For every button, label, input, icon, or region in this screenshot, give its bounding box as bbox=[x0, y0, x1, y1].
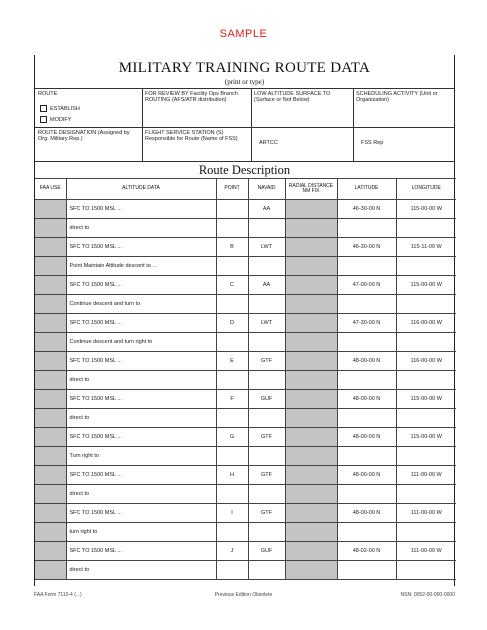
navaid-cell[interactable] bbox=[248, 561, 285, 580]
latitude-cell[interactable] bbox=[337, 409, 396, 428]
radial-cell bbox=[285, 200, 337, 219]
navaid-cell[interactable] bbox=[248, 485, 285, 504]
point-cell[interactable] bbox=[216, 219, 248, 238]
point-cell[interactable]: B bbox=[216, 238, 248, 257]
longitude-cell[interactable] bbox=[396, 371, 456, 390]
faa-use-cell bbox=[35, 314, 66, 333]
altitude-cell[interactable]: SFC TO 1500 MSL ... bbox=[66, 466, 216, 485]
point-cell[interactable] bbox=[216, 523, 248, 542]
faa-use-cell bbox=[35, 257, 66, 276]
navaid-cell[interactable]: GTF bbox=[248, 466, 285, 485]
col-latitude: LATITUDE bbox=[337, 179, 396, 200]
table-row bbox=[35, 561, 456, 580]
latitude-cell[interactable]: 48-00-00 N bbox=[337, 466, 396, 485]
divider bbox=[35, 127, 454, 128]
longitude-cell[interactable] bbox=[396, 219, 456, 238]
latitude-cell[interactable] bbox=[337, 257, 396, 276]
latitude-cell[interactable]: 48-00-00 N bbox=[337, 504, 396, 523]
altitude-cell[interactable]: SFC TO 1500 MSL ... bbox=[66, 428, 216, 447]
altitude-cell[interactable]: Continue descent and turn to bbox=[66, 295, 216, 314]
faa-use-cell bbox=[35, 561, 66, 580]
longitude-cell[interactable]: 111-00-00 W bbox=[396, 466, 456, 485]
navaid-cell[interactable]: LWT bbox=[248, 238, 285, 257]
radial-cell bbox=[285, 542, 337, 561]
altitude-cell[interactable]: direct to bbox=[66, 561, 216, 580]
fss-rep-field[interactable]: FSS Rep bbox=[361, 140, 384, 146]
latitude-cell[interactable]: 48-00-00 N bbox=[337, 352, 396, 371]
longitude-cell[interactable] bbox=[396, 485, 456, 504]
longitude-cell[interactable] bbox=[396, 409, 456, 428]
point-cell[interactable] bbox=[216, 257, 248, 276]
point-cell[interactable] bbox=[216, 200, 248, 219]
point-cell[interactable] bbox=[216, 333, 248, 352]
navaid-cell[interactable]: GTF bbox=[248, 352, 285, 371]
faa-use-cell bbox=[35, 485, 66, 504]
route-table bbox=[35, 178, 456, 580]
faa-use-cell bbox=[35, 295, 66, 314]
navaid-cell[interactable]: GUF bbox=[248, 390, 285, 409]
navaid-cell[interactable]: GUF bbox=[248, 542, 285, 561]
faa-use-cell bbox=[35, 238, 66, 257]
navaid-cell[interactable] bbox=[248, 523, 285, 542]
route-label: ROUTE bbox=[38, 91, 58, 97]
table-row bbox=[35, 238, 456, 257]
longitude-cell[interactable]: 115-00-00 W bbox=[396, 200, 456, 219]
point-cell[interactable]: G bbox=[216, 428, 248, 447]
form-subtitle: (print or type) bbox=[224, 78, 265, 86]
radial-cell bbox=[285, 333, 337, 352]
altitude-cell[interactable]: direct to bbox=[66, 485, 216, 504]
altitude-cell[interactable]: SFC TO 1500 MSL ... bbox=[66, 238, 216, 257]
col-point: POINT bbox=[216, 179, 248, 200]
altitude-cell[interactable]: SFC TO 1500 MSL ... bbox=[66, 200, 216, 219]
navaid-cell[interactable]: AA bbox=[248, 200, 285, 219]
sample-watermark: SAMPLE bbox=[219, 28, 268, 40]
table-row bbox=[35, 257, 456, 276]
longitude-cell[interactable]: 115-00-00 W bbox=[396, 428, 456, 447]
table-row bbox=[35, 276, 456, 295]
fss-field[interactable]: FLIGHT SERVICE STATION (S) Responsible for Route (Name of FSS) bbox=[145, 130, 238, 142]
radial-cell bbox=[285, 257, 337, 276]
latitude-cell[interactable] bbox=[337, 485, 396, 504]
latitude-cell[interactable] bbox=[337, 295, 396, 314]
point-cell[interactable]: J bbox=[216, 542, 248, 561]
altitude-cell[interactable]: turn right to bbox=[66, 523, 216, 542]
altitude-cell[interactable]: SFC TO 1500 MSL ... bbox=[66, 390, 216, 409]
col-radial: RADIAL DISTANCE NM FIX bbox=[285, 179, 337, 200]
artcc-field[interactable]: ARTCC bbox=[259, 140, 278, 146]
latitude-cell[interactable]: 46-30-00 N bbox=[337, 238, 396, 257]
radial-cell bbox=[285, 485, 337, 504]
table-row bbox=[35, 409, 456, 428]
route-description-title: Route Description bbox=[198, 163, 291, 177]
establish-label: ESTABLISH bbox=[50, 106, 80, 112]
table-row bbox=[35, 447, 456, 466]
mtr-form bbox=[34, 55, 455, 586]
altitude-cell[interactable]: SFC TO 1500 MSL ... bbox=[66, 504, 216, 523]
point-cell[interactable]: C bbox=[216, 276, 248, 295]
faa-use-cell bbox=[35, 542, 66, 561]
altitude-cell[interactable]: SFC TO 1500 MSL ... bbox=[66, 314, 216, 333]
radial-cell bbox=[285, 314, 337, 333]
navaid-cell[interactable] bbox=[248, 447, 285, 466]
navaid-cell[interactable]: LWT bbox=[248, 314, 285, 333]
point-cell[interactable]: H bbox=[216, 466, 248, 485]
table-row bbox=[35, 352, 456, 371]
table-row bbox=[35, 314, 456, 333]
radial-cell bbox=[285, 295, 337, 314]
point-cell[interactable] bbox=[216, 409, 248, 428]
latitude-cell[interactable]: 48-00-00 N bbox=[337, 428, 396, 447]
longitude-cell[interactable] bbox=[396, 333, 456, 352]
altitude-cell[interactable]: Turn right to bbox=[66, 447, 216, 466]
faa-use-cell bbox=[35, 409, 66, 428]
altitude-cell[interactable]: direct to bbox=[66, 409, 216, 428]
route-designation-field[interactable]: ROUTE DESIGNATION (Assigned by Org. Military Rep.) bbox=[38, 130, 130, 142]
radial-cell bbox=[285, 371, 337, 390]
longitude-cell[interactable]: 116-00-00 W bbox=[396, 314, 456, 333]
faa-use-cell bbox=[35, 276, 66, 295]
radial-cell bbox=[285, 561, 337, 580]
table-row bbox=[35, 371, 456, 390]
faa-use-cell bbox=[35, 466, 66, 485]
table-row bbox=[35, 523, 456, 542]
altitude-limits-field[interactable]: LOW ALTITUDE SURFACE TO (Surface or Not Below) bbox=[254, 91, 331, 103]
establish-checkbox[interactable] bbox=[40, 105, 47, 112]
divider bbox=[35, 161, 454, 162]
longitude-cell[interactable] bbox=[396, 295, 456, 314]
longitude-cell[interactable]: 115-00-00 W bbox=[396, 390, 456, 409]
footer-form-number: FAA Form 7110-4 (...) bbox=[34, 592, 82, 598]
point-cell[interactable]: D bbox=[216, 314, 248, 333]
col-faa-use: FAA USE bbox=[35, 179, 66, 200]
longitude-cell[interactable] bbox=[396, 447, 456, 466]
altitude-cell[interactable]: SFC TO 1500 MSL ... bbox=[66, 276, 216, 295]
table-row bbox=[35, 295, 456, 314]
latitude-cell[interactable]: 47-00-00 N bbox=[337, 276, 396, 295]
table-row bbox=[35, 428, 456, 447]
latitude-cell[interactable] bbox=[337, 371, 396, 390]
faa-use-cell bbox=[35, 523, 66, 542]
table-row bbox=[35, 504, 456, 523]
scheduling-activity-field[interactable]: SCHEDULING ACTIVITY (Unit or Organization) bbox=[356, 91, 438, 103]
faa-use-cell bbox=[35, 352, 66, 371]
radial-cell bbox=[285, 276, 337, 295]
longitude-cell[interactable]: 111-00-00 W bbox=[396, 542, 456, 561]
faa-use-cell bbox=[35, 428, 66, 447]
navaid-cell[interactable]: GTF bbox=[248, 504, 285, 523]
point-cell[interactable]: E bbox=[216, 352, 248, 371]
divider bbox=[251, 88, 252, 161]
navaid-cell[interactable] bbox=[248, 333, 285, 352]
point-cell[interactable] bbox=[216, 485, 248, 504]
point-cell[interactable]: F bbox=[216, 390, 248, 409]
radial-cell bbox=[285, 409, 337, 428]
longitude-cell[interactable]: 116-00-00 W bbox=[396, 352, 456, 371]
faa-use-cell bbox=[35, 200, 66, 219]
latitude-cell[interactable]: 46-30-00 N bbox=[337, 200, 396, 219]
faa-use-cell bbox=[35, 447, 66, 466]
point-cell[interactable]: I bbox=[216, 504, 248, 523]
faa-use-cell bbox=[35, 371, 66, 390]
footer-edition: Previous Edition Obsolete bbox=[214, 592, 273, 598]
altitude-cell[interactable]: Point Maintain Altitude descent to ... bbox=[66, 257, 216, 276]
table-row bbox=[35, 200, 456, 219]
divider bbox=[142, 88, 143, 161]
point-cell[interactable] bbox=[216, 295, 248, 314]
divider bbox=[353, 88, 354, 161]
latitude-cell[interactable] bbox=[337, 219, 396, 238]
col-longitude: LONGITUDE bbox=[396, 179, 456, 200]
navaid-cell[interactable] bbox=[248, 409, 285, 428]
col-navaid: NAVAID bbox=[248, 179, 285, 200]
point-cell[interactable] bbox=[216, 371, 248, 390]
divider bbox=[35, 88, 454, 89]
latitude-cell[interactable]: 47-30-00 N bbox=[337, 314, 396, 333]
altitude-cell[interactable]: direct to bbox=[66, 219, 216, 238]
navaid-cell[interactable] bbox=[248, 295, 285, 314]
longitude-cell[interactable]: 115-00-00 W bbox=[396, 276, 456, 295]
navaid-cell[interactable]: GTF bbox=[248, 428, 285, 447]
table-row bbox=[35, 219, 456, 238]
faa-use-cell bbox=[35, 333, 66, 352]
navaid-cell[interactable] bbox=[248, 219, 285, 238]
table-row bbox=[35, 390, 456, 409]
faa-use-cell bbox=[35, 390, 66, 409]
radial-cell bbox=[285, 447, 337, 466]
altitude-cell[interactable]: SFC TO 1500 MSL ... bbox=[66, 542, 216, 561]
table-row bbox=[35, 542, 456, 561]
radial-cell bbox=[285, 390, 337, 409]
navaid-cell[interactable]: AA bbox=[248, 276, 285, 295]
longitude-cell[interactable] bbox=[396, 523, 456, 542]
latitude-cell[interactable] bbox=[337, 333, 396, 352]
form-title: MILITARY TRAINING ROUTE DATA bbox=[118, 60, 371, 76]
altitude-cell[interactable]: SFC TO 1500 MSL ... bbox=[66, 352, 216, 371]
review-routing-field[interactable]: FOR REVIEW BY Facility Ops Branch ROUTING (AFS/ATR distribution) bbox=[145, 91, 238, 103]
radial-cell bbox=[285, 428, 337, 447]
modify-label: MODIFY bbox=[50, 117, 72, 123]
faa-use-cell bbox=[35, 504, 66, 523]
latitude-cell[interactable] bbox=[337, 561, 396, 580]
radial-cell bbox=[285, 352, 337, 371]
table-row bbox=[35, 466, 456, 485]
faa-use-cell bbox=[35, 219, 66, 238]
latitude-cell[interactable]: 48-00-00 N bbox=[337, 390, 396, 409]
latitude-cell[interactable]: 48-02-00 N bbox=[337, 542, 396, 561]
navaid-cell[interactable] bbox=[248, 371, 285, 390]
table-row bbox=[35, 333, 456, 352]
table-row bbox=[35, 485, 456, 504]
longitude-cell[interactable]: 111-00-00 W bbox=[396, 504, 456, 523]
longitude-cell[interactable]: 115-11-00 W bbox=[396, 238, 456, 257]
longitude-cell[interactable] bbox=[396, 561, 456, 580]
point-cell[interactable] bbox=[216, 447, 248, 466]
footer-nsn: NSN: 0052-00-000-0000 bbox=[400, 592, 455, 598]
modify-checkbox[interactable] bbox=[40, 116, 47, 123]
altitude-cell[interactable]: Continue descent and turn right to bbox=[66, 333, 216, 352]
col-altitude: ALTITUDE DATA bbox=[66, 179, 216, 200]
altitude-cell[interactable]: direct to bbox=[66, 371, 216, 390]
radial-cell bbox=[285, 466, 337, 485]
radial-cell bbox=[285, 238, 337, 257]
latitude-cell[interactable] bbox=[337, 523, 396, 542]
point-cell[interactable] bbox=[216, 561, 248, 580]
radial-cell bbox=[285, 523, 337, 542]
latitude-cell[interactable] bbox=[337, 447, 396, 466]
longitude-cell[interactable] bbox=[396, 257, 456, 276]
radial-cell bbox=[285, 219, 337, 238]
navaid-cell[interactable] bbox=[248, 257, 285, 276]
radial-cell bbox=[285, 504, 337, 523]
